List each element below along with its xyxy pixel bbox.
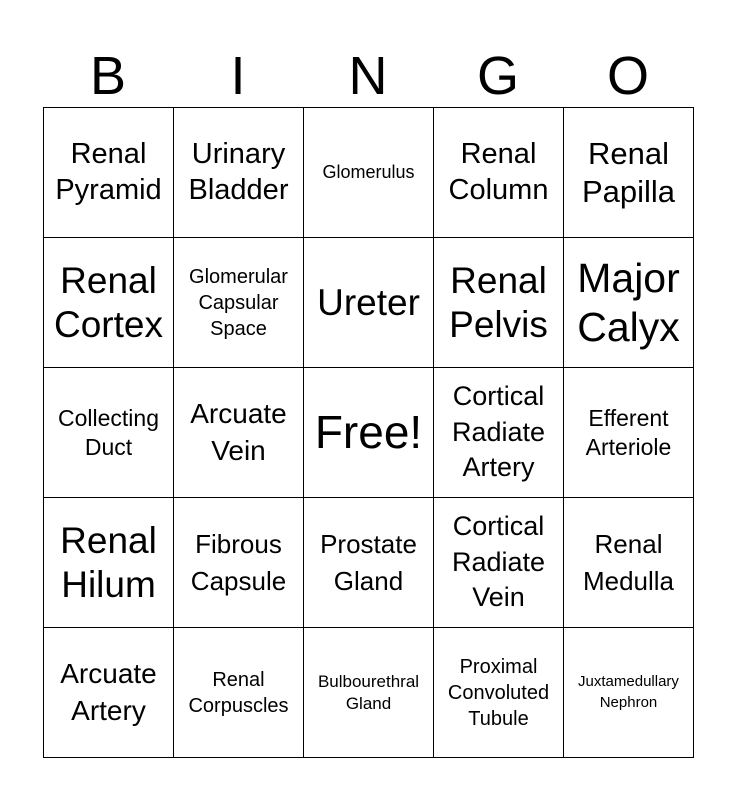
bingo-cell[interactable] (304, 628, 434, 758)
header-letter-b: B (89, 46, 127, 106)
cell-label: Cortical Radiate Artery (451, 380, 546, 483)
cell-label: Renal Medulla (582, 529, 675, 596)
bingo-cell[interactable] (174, 238, 304, 368)
cell-label: Renal Corpuscles (188, 668, 289, 717)
cell-label: Cortical Radiate Vein (451, 510, 546, 613)
cell-label: Juxtamedullary Nephron (578, 673, 679, 711)
header-letter-i: I (230, 46, 246, 106)
bingo-cell[interactable] (44, 628, 174, 758)
cell-label: Collecting Duct (58, 404, 159, 460)
cell-label: Renal Column (448, 137, 549, 206)
cell-label: Glomerular Capsular Space (189, 265, 288, 340)
bingo-cell[interactable] (44, 368, 174, 498)
header-letter-n: N (348, 46, 388, 106)
cell-label: Major Calyx (577, 255, 680, 350)
cell-label: Urinary Bladder (188, 137, 289, 206)
bingo-cell[interactable] (44, 498, 174, 628)
cell-label: Renal Cortex (54, 260, 163, 345)
bingo-cell[interactable] (174, 498, 304, 628)
bingo-cell[interactable] (174, 108, 304, 238)
cell-label: Renal Pyramid (55, 137, 162, 206)
cell-label: Renal Hilum (60, 520, 157, 605)
bingo-cell[interactable] (44, 238, 174, 368)
cell-label: Prostate Gland (320, 529, 417, 596)
header-letter-o: O (606, 46, 649, 106)
cell-label: Bulbourethral Gland (317, 672, 420, 713)
cell-label: Arcuate Artery (60, 658, 157, 726)
bingo-cell[interactable] (564, 498, 694, 628)
cell-label: Fibrous Capsule (190, 529, 287, 596)
cell-label: Renal Papilla (581, 135, 676, 209)
cell-label: Proximal Convoluted Tubule (447, 655, 550, 730)
bingo-cell[interactable] (304, 498, 434, 628)
cell-label: Arcuate Vein (190, 398, 287, 466)
bingo-card-grid (43, 107, 694, 758)
bingo-cell[interactable] (174, 628, 304, 758)
bingo-cell[interactable] (174, 368, 304, 498)
bingo-cell[interactable] (434, 368, 564, 498)
bingo-header (43, 44, 693, 108)
header-letter-g: G (476, 46, 519, 106)
bingo-cell[interactable] (564, 108, 694, 238)
cell-label: Free! (314, 406, 423, 459)
free-space-cell[interactable] (304, 368, 434, 498)
bingo-cell[interactable] (304, 108, 434, 238)
bingo-cell[interactable] (564, 238, 694, 368)
bingo-cell[interactable] (564, 368, 694, 498)
bingo-cell[interactable] (434, 628, 564, 758)
bingo-cell[interactable] (44, 108, 174, 238)
cell-label: Glomerulus (322, 162, 415, 182)
cell-label: Efferent Arteriole (585, 404, 672, 460)
bingo-cell[interactable] (434, 238, 564, 368)
cell-label: Ureter (317, 281, 420, 323)
bingo-cell[interactable] (434, 498, 564, 628)
bingo-cell[interactable] (434, 108, 564, 238)
bingo-cell[interactable] (304, 238, 434, 368)
cell-label: Renal Pelvis (449, 260, 548, 345)
bingo-cell[interactable] (564, 628, 694, 758)
